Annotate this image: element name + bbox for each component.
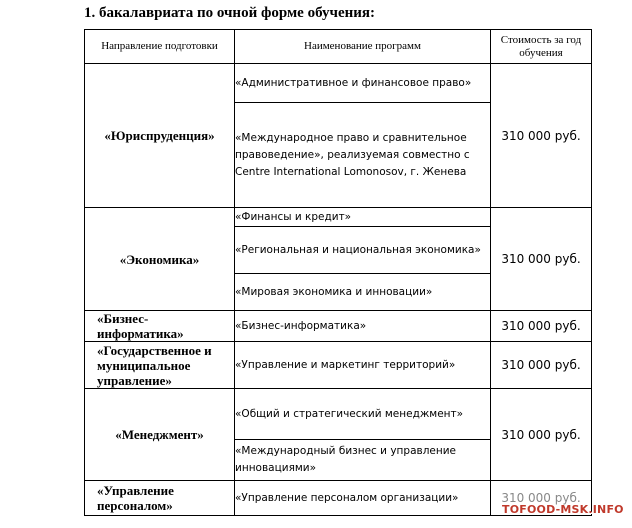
table-row <box>85 389 592 440</box>
table-row <box>85 311 592 342</box>
header-programs: Наименование программ <box>235 30 491 64</box>
cost-cell: 310 000 руб. <box>491 389 592 481</box>
direction-cell: «Бизнес-информатика» <box>85 311 235 342</box>
table-row <box>85 64 592 103</box>
table-row <box>85 342 592 389</box>
program-cell: «Международный бизнес и управление инновациями» <box>235 440 491 481</box>
program-cell: «Административное и финансовое право» <box>235 64 491 103</box>
program-cell: «Региональная и национальная экономика» <box>235 227 491 274</box>
cost-cell: 310 000 руб. <box>491 342 592 389</box>
page-heading: 1. бакалавриата по очной форме обучения: <box>84 5 376 21</box>
cost-cell: 310 000 руб. <box>491 64 592 208</box>
cost-cell: 310 000 руб. <box>491 481 592 516</box>
program-cell: «Управление персоналом организации» <box>235 481 491 516</box>
tuition-table <box>84 29 592 516</box>
program-cell: «Бизнес-информатика» <box>235 311 491 342</box>
watermark: TOFOOD-MSK.INFO <box>502 503 624 516</box>
direction-cell: «Юриспруденция» <box>85 64 235 208</box>
table-row <box>85 208 592 227</box>
program-cell: «Общий и стратегический менеджмент» <box>235 389 491 440</box>
program-cell: «Управление и маркетинг территорий» <box>235 342 491 389</box>
direction-cell: «Менеджмент» <box>85 389 235 481</box>
cost-cell: 310 000 руб. <box>491 311 592 342</box>
table-header-row <box>85 30 592 64</box>
header-cost: Стоимость за год обучения <box>491 30 592 64</box>
direction-cell: «Государственное и муниципальное управление» <box>85 342 235 389</box>
direction-cell: «Управление персоналом» <box>85 481 235 516</box>
direction-cell: «Экономика» <box>85 208 235 311</box>
program-cell: «Финансы и кредит» <box>235 208 491 227</box>
header-direction: Направление подготовки <box>85 30 235 64</box>
program-cell: «Мировая экономика и инновации» <box>235 274 491 311</box>
program-cell: «Международное право и сравнительное правоведение», реализуемая совместно с Centre International Lomonosov, г. Женева <box>235 103 491 208</box>
cost-cell: 310 000 руб. <box>491 208 592 311</box>
